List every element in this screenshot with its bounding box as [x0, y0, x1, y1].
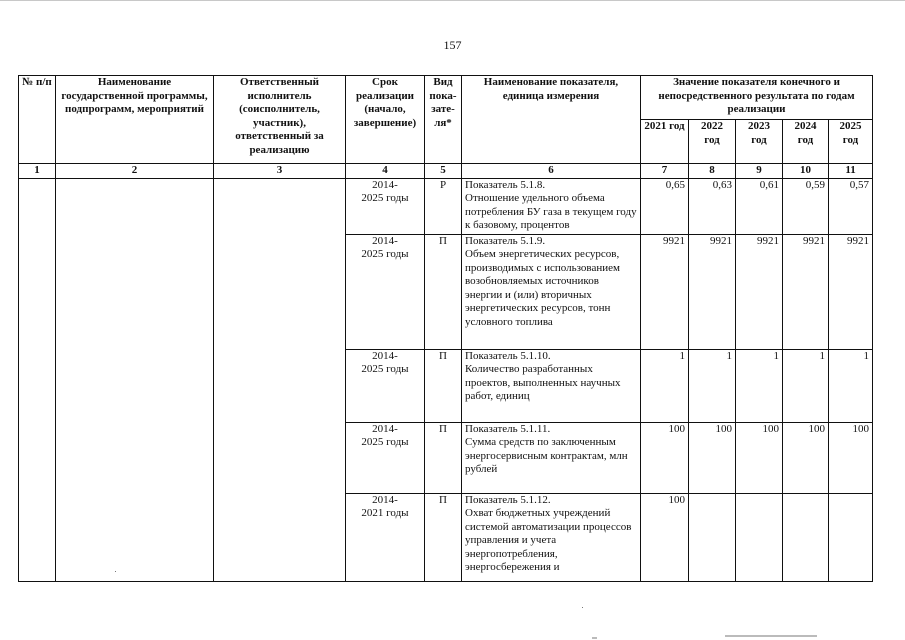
header-period: Срок реализации (начало, завершение) [346, 76, 425, 164]
value-2025 [829, 493, 873, 581]
header-year-2023: 2023 год [736, 120, 783, 164]
header-values: Значение показателя конечного и непосредственного результата по годам реализации [641, 76, 873, 120]
scan-speck [582, 607, 583, 608]
col-number: 8 [689, 164, 736, 179]
period-cell: 2014- 2025 годы [346, 234, 425, 349]
scan-speck [115, 571, 116, 572]
type-cell: Р [425, 178, 462, 234]
col-number: 11 [829, 164, 873, 179]
scan-smear [725, 635, 817, 637]
indicator-cell: Показатель 5.1.11. Сумма средств по заключенным энергосервисным контрактам, млн рублей [462, 422, 641, 493]
program-cell [56, 178, 214, 581]
indicator-cell: Показатель 5.1.8. Отношение удельного объема потребления БУ газа в текущем году к базовому, процентов [462, 178, 641, 234]
indicator-cell: Показатель 5.1.10. Количество разработанных проектов, выполненных научных работ, единиц [462, 349, 641, 422]
value-2023: 100 [736, 422, 783, 493]
col-number: 2 [56, 164, 214, 179]
value-2022: 1 [689, 349, 736, 422]
value-2022: 100 [689, 422, 736, 493]
indicators-table [18, 75, 873, 582]
indicator-cell: Показатель 5.1.9. Объем энергетических ресурсов, производимых с использованием возобновляемых источников энергии и (или) вторичных энергетических ресурсов, тонн условного топлива [462, 234, 641, 349]
value-2023: 1 [736, 349, 783, 422]
row-num-cell [19, 178, 56, 581]
header-executor: Ответственный исполнитель (соисполнитель, участник), ответственный за реализацию [214, 76, 346, 164]
value-2021: 1 [641, 349, 689, 422]
value-2024: 100 [783, 422, 829, 493]
value-2025: 0,57 [829, 178, 873, 234]
table-row [19, 178, 873, 234]
value-2021: 9921 [641, 234, 689, 349]
value-2025: 1 [829, 349, 873, 422]
value-2025: 100 [829, 422, 873, 493]
period-cell: 2014- 2025 годы [346, 178, 425, 234]
header-program: Наименование государственной программы, подпрограмм, мероприятий [56, 76, 214, 164]
value-2024: 0,59 [783, 178, 829, 234]
executor-cell [214, 178, 346, 581]
column-number-row [19, 164, 873, 179]
col-number: 4 [346, 164, 425, 179]
header-year-2025: 2025 год [829, 120, 873, 164]
scan-smear [592, 637, 597, 639]
col-number: 10 [783, 164, 829, 179]
type-cell: П [425, 493, 462, 581]
value-2022: 9921 [689, 234, 736, 349]
value-2024: 9921 [783, 234, 829, 349]
header-type: Вид пока-зате-ля* [425, 76, 462, 164]
type-cell: П [425, 422, 462, 493]
value-2021: 100 [641, 493, 689, 581]
header-num: № п/п [19, 76, 56, 164]
col-number: 6 [462, 164, 641, 179]
value-2024: 1 [783, 349, 829, 422]
header-year-2024: 2024 год [783, 120, 829, 164]
value-2023: 9921 [736, 234, 783, 349]
header-row-1 [19, 76, 873, 120]
value-2025: 9921 [829, 234, 873, 349]
value-2023 [736, 493, 783, 581]
header-year-2021: 2021 год [641, 120, 689, 164]
scan-edge-line [0, 0, 905, 1]
col-number: 9 [736, 164, 783, 179]
period-cell: 2014- 2025 годы [346, 422, 425, 493]
page-number: 157 [443, 38, 462, 52]
value-2022 [689, 493, 736, 581]
value-2024 [783, 493, 829, 581]
value-2021: 0,65 [641, 178, 689, 234]
period-cell: 2014- 2025 годы [346, 349, 425, 422]
col-number: 5 [425, 164, 462, 179]
type-cell: П [425, 234, 462, 349]
header-indicator: Наименование показателя, единица измерения [462, 76, 641, 164]
value-2021: 100 [641, 422, 689, 493]
period-cell: 2014- 2021 годы [346, 493, 425, 581]
type-cell: П [425, 349, 462, 422]
value-2023: 0,61 [736, 178, 783, 234]
header-year-2022: 2022 год [689, 120, 736, 164]
col-number: 7 [641, 164, 689, 179]
value-2022: 0,63 [689, 178, 736, 234]
indicator-cell: Показатель 5.1.12. Охват бюджетных учреждений системой автоматизации процессов управления и учета энергопотребления, энергосбережения и [462, 493, 641, 581]
col-number: 1 [19, 164, 56, 179]
col-number: 3 [214, 164, 346, 179]
